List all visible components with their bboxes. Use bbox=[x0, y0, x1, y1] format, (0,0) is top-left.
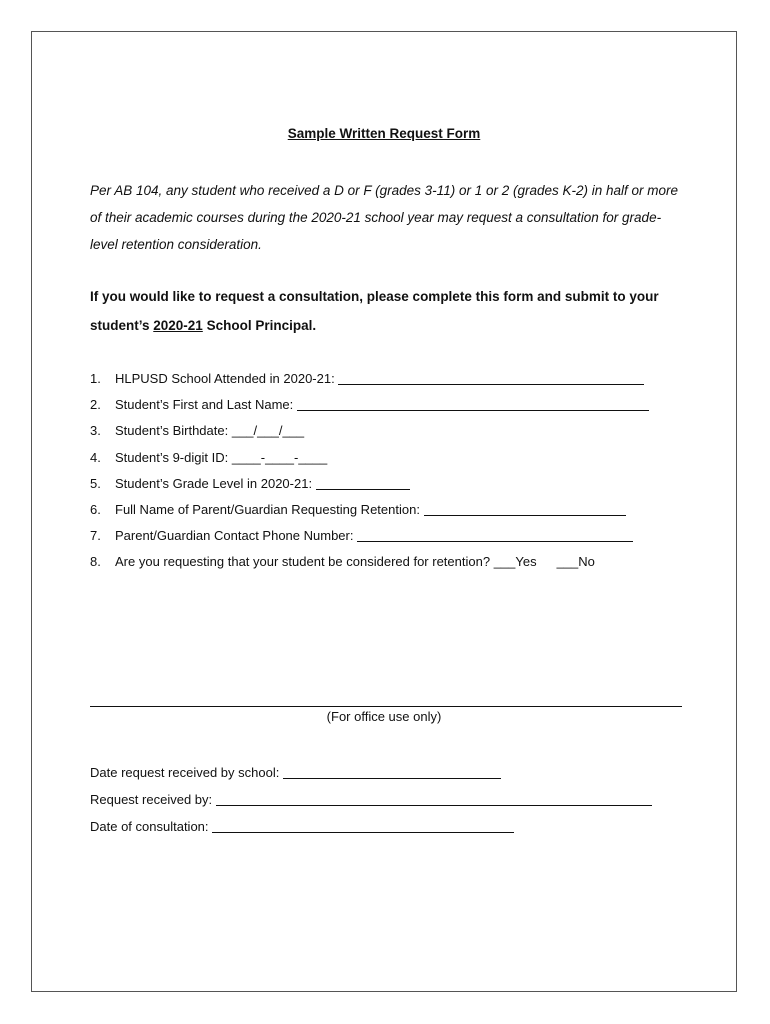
school-field[interactable] bbox=[338, 370, 644, 385]
question-label: Student’s Grade Level in 2020-21: bbox=[115, 475, 316, 491]
intro-paragraph: Per AB 104, any student who received a D or F (grades 3-11) or 1 or 2 (grades K-2) in half or more of their academic courses during the 2020-21 school year may request a consultation for grade-level retention consideration. bbox=[90, 183, 679, 252]
office-consultation-label: Date of consultation: bbox=[90, 819, 213, 834]
question-number: 6. bbox=[90, 501, 101, 517]
office-date-received-row bbox=[90, 759, 652, 786]
date-received-field[interactable] bbox=[283, 764, 501, 779]
document-page bbox=[31, 31, 737, 992]
question-id bbox=[90, 445, 649, 471]
question-number: 3. bbox=[90, 423, 101, 439]
student-id-field[interactable]: ____-____-____ bbox=[231, 449, 328, 465]
question-school bbox=[90, 366, 649, 392]
office-section bbox=[90, 759, 652, 840]
instructions-text-1: If you would like to request a consultation, please complete this form and submit to your student’s bbox=[90, 289, 659, 333]
question-label: Parent/Guardian Contact Phone Number: bbox=[115, 528, 358, 544]
question-number: 7. bbox=[90, 528, 101, 544]
instructions-year: 2020-21 bbox=[153, 318, 203, 333]
question-number: 5. bbox=[90, 475, 101, 491]
parent-name-field[interactable] bbox=[424, 501, 626, 516]
birthdate-field[interactable]: ___/___/___ bbox=[231, 423, 305, 439]
question-label: Student’s 9-digit ID: bbox=[115, 449, 232, 465]
question-name bbox=[90, 392, 649, 418]
office-received-by-row bbox=[90, 786, 652, 813]
question-retention bbox=[90, 549, 649, 575]
consultation-date-field[interactable] bbox=[212, 818, 514, 833]
question-number: 4. bbox=[90, 449, 101, 465]
instructions-paragraph bbox=[90, 282, 690, 340]
phone-field[interactable] bbox=[357, 527, 633, 542]
question-label: Are you requesting that your student be considered for retention? bbox=[115, 554, 494, 570]
question-label: HLPUSD School Attended in 2020-21: bbox=[115, 371, 339, 386]
received-by-field[interactable] bbox=[216, 791, 652, 806]
question-label: Student’s Birthdate: bbox=[115, 423, 232, 439]
grade-level-field[interactable] bbox=[316, 475, 410, 490]
instructions-text-2: School Principal. bbox=[202, 318, 317, 333]
retention-yes-option[interactable]: ___Yes bbox=[493, 554, 537, 570]
question-parent-name bbox=[90, 497, 649, 523]
office-divider bbox=[90, 706, 682, 707]
office-use-label: (For office use only) bbox=[326, 709, 442, 724]
retention-no-option[interactable]: ___No bbox=[556, 554, 595, 570]
question-grade bbox=[90, 471, 649, 497]
question-birthdate bbox=[90, 418, 649, 444]
question-label: Full Name of Parent/Guardian Requesting Retention: bbox=[115, 501, 424, 517]
question-label: Student’s First and Last Name: bbox=[115, 397, 297, 413]
form-title: Sample Written Request Form bbox=[287, 126, 481, 141]
office-date-received-label: Date request received by school: bbox=[90, 765, 283, 780]
question-number: 2. bbox=[90, 397, 101, 413]
question-number: 8. bbox=[90, 554, 101, 570]
form-questions bbox=[90, 366, 649, 576]
office-consultation-row bbox=[90, 813, 652, 840]
office-received-by-label: Request received by: bbox=[90, 792, 216, 807]
student-name-field[interactable] bbox=[297, 396, 649, 411]
question-phone bbox=[90, 523, 649, 549]
question-number: 1. bbox=[90, 371, 101, 386]
